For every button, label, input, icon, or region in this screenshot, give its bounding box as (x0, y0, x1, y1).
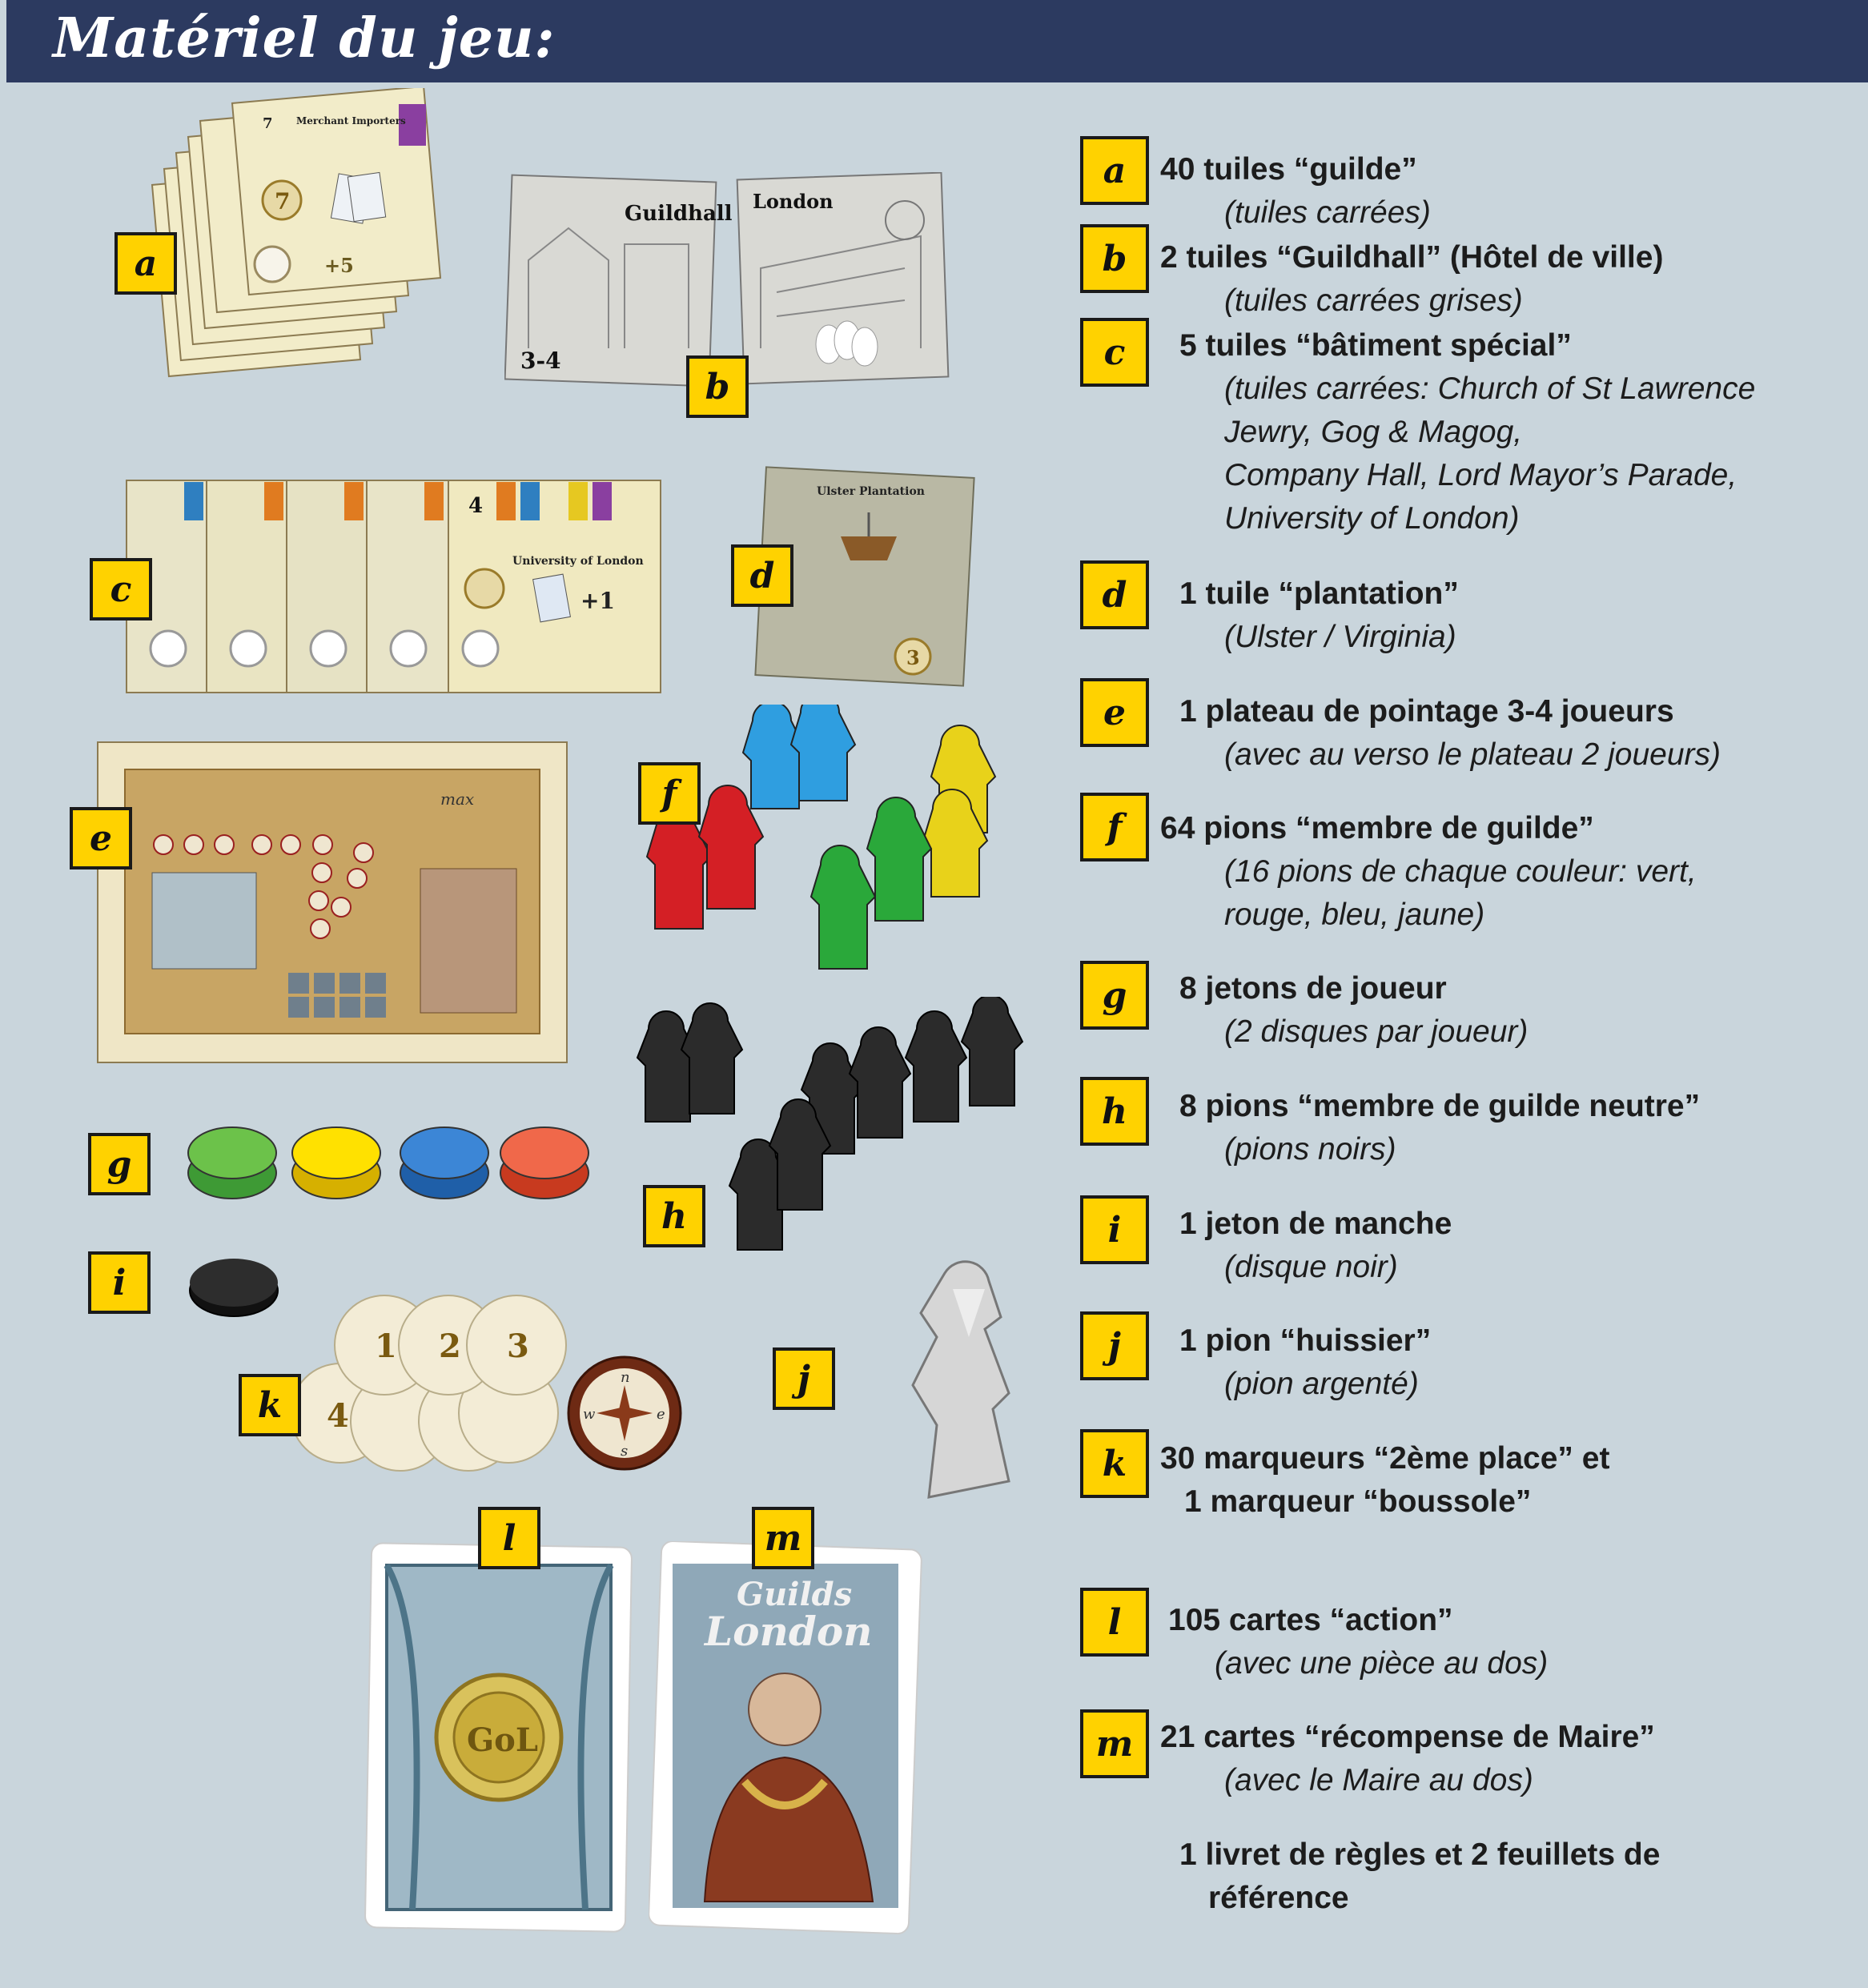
item-e-sub: (avec au verso le plateau 2 joueurs) (1224, 737, 1721, 772)
university-title: University of London (512, 555, 644, 568)
item-c-sub-2: Jewry, Gog & Magog, (1224, 415, 1523, 449)
label-e-left: e (70, 807, 132, 869)
label-l-left: l (478, 1507, 540, 1569)
card-title-1: Guilds (737, 1576, 853, 1613)
item-c (1160, 324, 1868, 540)
label-l: l (1080, 1588, 1149, 1657)
plantation-title: Ulster Plantation (817, 485, 925, 498)
item-c-sub-1: (tuiles carrées: Church of St Lawrence (1224, 371, 1756, 406)
item-k (1160, 1437, 1849, 1524)
item-e-main: 1 plateau de pointage 3-4 joueurs (1179, 694, 1674, 729)
item-a-sub: (tuiles carrées) (1224, 195, 1431, 230)
label-m: m (1080, 1709, 1149, 1778)
marker-4: 4 (327, 1397, 349, 1435)
label-c: c (1080, 318, 1149, 387)
label-b: b (1080, 224, 1149, 293)
item-j-sub: (pion argenté) (1224, 1367, 1419, 1401)
guildhall-players: 3-4 (520, 347, 561, 374)
marker-1: 1 (375, 1327, 397, 1365)
coin-mark: GoL (467, 1721, 538, 1759)
guild-tiles-illustration (144, 88, 464, 400)
label-i: i (1080, 1195, 1149, 1264)
compass-e: e (657, 1406, 665, 1423)
item-l-main: 105 cartes “action” (1168, 1603, 1453, 1637)
item-g (1160, 967, 1868, 1054)
compass-s: s (621, 1443, 629, 1460)
item-f-main: 64 pions “membre de guilde” (1160, 811, 1594, 845)
item-k-main: 30 marqueurs “2ème place” et (1160, 1441, 1610, 1476)
merchant-title: Merchant Importers (296, 115, 406, 127)
compass-w: w (583, 1406, 596, 1423)
player-discs-illustration (184, 1113, 601, 1217)
item-g-main: 8 jetons de joueur (1179, 971, 1447, 1006)
item-c-sub-3: Company Hall, Lord Mayor’s Parade, (1224, 458, 1737, 492)
footer-line-2: référence (1208, 1881, 1349, 1915)
label-k-left: k (239, 1374, 301, 1436)
item-a (1160, 148, 1849, 235)
board-max: max (440, 789, 475, 809)
item-m-sub: (avec le Maire au dos) (1224, 1763, 1533, 1797)
label-i-left: i (88, 1251, 151, 1314)
item-c-main: 5 tuiles “bâtiment spécial” (1179, 328, 1572, 363)
label-c-left: c (90, 558, 152, 620)
item-f (1160, 807, 1849, 937)
item-b (1160, 236, 1849, 323)
footer-line-1: 1 livret de règles et 2 feuillets de (1179, 1837, 1661, 1872)
page-title: Matériel du jeu: (53, 6, 556, 70)
item-i-main: 1 jeton de manche (1179, 1207, 1452, 1241)
london-title: London (753, 190, 834, 213)
item-d (1160, 572, 1868, 659)
special-building-tiles-illustration (120, 472, 673, 705)
item-b-sub: (tuiles carrées grises) (1224, 283, 1523, 318)
marker-2: 2 (439, 1327, 461, 1365)
label-k: k (1080, 1429, 1149, 1498)
label-d: d (1080, 560, 1149, 629)
plantation-score: 3 (906, 646, 920, 669)
item-h-sub: (pions noirs) (1224, 1132, 1396, 1167)
item-g-sub: (2 disques par joueur) (1224, 1014, 1529, 1049)
label-m-left: m (752, 1507, 814, 1569)
special-bonus: +1 (580, 588, 615, 614)
item-j-main: 1 pion “huissier” (1179, 1323, 1432, 1358)
item-l (1168, 1599, 1857, 1685)
label-f-left: f (638, 762, 701, 825)
item-d-sub: (Ulster / Virginia) (1224, 620, 1456, 654)
label-f: f (1080, 793, 1149, 861)
item-c-sub-4: University of London) (1224, 501, 1520, 536)
label-h-left: h (643, 1185, 705, 1247)
item-a-main: 40 tuiles “guilde” (1160, 152, 1417, 187)
second-place-markers-illustration (272, 1273, 689, 1489)
card-title-2: London (705, 1608, 873, 1655)
item-d-main: 1 tuile “plantation” (1179, 576, 1459, 611)
item-l-sub: (avec une pièce au dos) (1215, 1646, 1549, 1681)
label-g: g (1080, 961, 1149, 1030)
guildhall-title: Guildhall (625, 202, 733, 226)
item-e (1160, 690, 1868, 777)
item-f-sub-2: rouge, bleu, jaune) (1224, 898, 1485, 932)
item-j (1160, 1319, 1868, 1406)
item-i (1160, 1203, 1868, 1289)
beadle-pawn-illustration (873, 1257, 1033, 1505)
item-i-sub: (disque noir) (1224, 1250, 1398, 1284)
item-h (1160, 1085, 1868, 1171)
item-m (1160, 1716, 1849, 1802)
item-h-main: 8 pions “membre de guilde neutre” (1179, 1089, 1701, 1123)
score-board-illustration (96, 741, 568, 1065)
item-m-main: 21 cartes “récompense de Maire” (1160, 1720, 1655, 1754)
label-j: j (1080, 1311, 1149, 1380)
merchant-number: 7 (263, 115, 273, 132)
guild-member-pawns-illustration (633, 705, 1057, 1017)
guild-badge-value: 7 (275, 188, 291, 215)
label-d-left: d (731, 544, 793, 607)
label-j-left: j (773, 1347, 835, 1410)
item-k-main-2: 1 marqueur “boussole” (1184, 1484, 1532, 1519)
marker-3: 3 (507, 1327, 529, 1365)
label-a-left: a (114, 232, 177, 295)
label-h: h (1080, 1077, 1149, 1146)
action-card-illustration (364, 1541, 637, 1938)
mayor-card-illustration (649, 1541, 925, 1942)
guild-bonus: +5 (324, 254, 354, 277)
label-g-left: g (88, 1133, 151, 1195)
special-number: 4 (468, 494, 484, 518)
item-f-sub-1: (16 pions de chaque couleur: vert, (1224, 854, 1697, 889)
header-bar (6, 0, 1868, 82)
compass-n: n (621, 1369, 630, 1386)
footer-note (1160, 1833, 1868, 1920)
label-b-left: b (686, 355, 749, 418)
item-b-main: 2 tuiles “Guildhall” (Hôtel de ville) (1160, 240, 1664, 275)
label-e: e (1080, 678, 1149, 747)
neutral-pawns-illustration (633, 997, 1057, 1301)
label-a: a (1080, 136, 1149, 205)
